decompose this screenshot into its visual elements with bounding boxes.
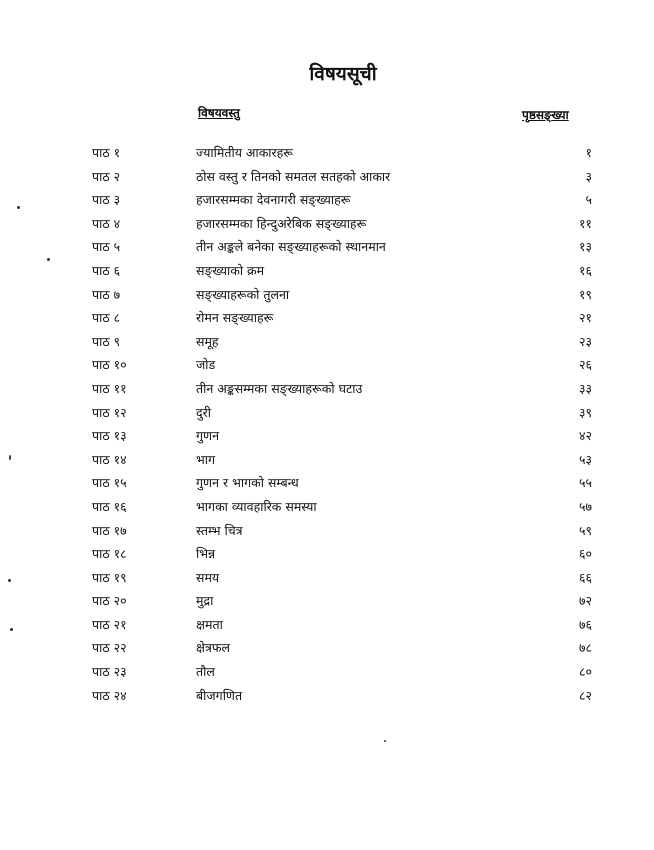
toc-row — [0, 498, 654, 522]
lesson-number: पाठ ८ — [92, 310, 121, 326]
lesson-number: पाठ १५ — [92, 475, 127, 491]
page-number: ११ — [578, 215, 592, 231]
lesson-topic: बीजगणित — [196, 687, 243, 703]
page-number: ४२ — [578, 428, 592, 444]
page-number: ६६ — [578, 569, 592, 585]
page-number: ५५ — [578, 475, 592, 491]
page-number: ६० — [578, 546, 592, 562]
page-number: ३ — [585, 168, 592, 184]
scan-speck — [17, 206, 20, 209]
toc-row — [0, 238, 654, 262]
lesson-topic: तौल — [196, 664, 215, 680]
lesson-number: पाठ ३ — [92, 192, 121, 208]
toc-row — [0, 592, 654, 616]
toc-row — [0, 639, 654, 663]
lesson-topic: गुणन — [196, 428, 220, 444]
lesson-number: पाठ १६ — [92, 498, 127, 514]
page-number: ८२ — [578, 687, 592, 703]
lesson-topic: समय — [196, 569, 220, 585]
lesson-number: पाठ ९ — [92, 333, 121, 349]
lesson-topic: हजारसम्मका हिन्दुअरेबिक सङ्ख्याहरू — [196, 215, 367, 231]
lesson-number: पाठ १ — [92, 145, 121, 160]
lesson-number: पाठ १८ — [92, 546, 127, 562]
page-number: १६ — [578, 262, 592, 278]
lesson-topic: क्षेत्रफल — [196, 640, 230, 656]
page-number: २१ — [578, 310, 592, 326]
lesson-number: पाठ १७ — [92, 522, 127, 538]
page-number: ३९ — [578, 404, 592, 420]
lesson-topic: भागका व्यावहारिक समस्या — [196, 498, 317, 514]
page-number: ५३ — [578, 451, 592, 467]
scan-speck — [384, 740, 386, 742]
toc-row — [0, 286, 654, 310]
lesson-topic: तीन अङ्कले बनेका सङ्ख्याहरूको स्थानमान — [196, 239, 386, 255]
lesson-topic: भाग — [196, 451, 216, 467]
lesson-number: पाठ २२ — [92, 640, 127, 656]
lesson-topic: हजारसम्मका देवनागरी सङ्ख्याहरू — [196, 192, 351, 208]
page-number: २३ — [578, 333, 592, 349]
toc-row — [0, 262, 654, 286]
lesson-topic: ठोस वस्तु र तिनको समतल सतहको आकार — [196, 168, 391, 184]
toc-row — [0, 474, 654, 498]
toc-row — [0, 451, 654, 475]
lesson-topic: ज्यामितीय आकारहरू — [196, 145, 294, 160]
toc-row — [0, 333, 654, 357]
lesson-number: पाठ ५ — [92, 239, 121, 255]
lesson-number: पाठ ७ — [92, 286, 121, 302]
scan-speck — [8, 579, 11, 582]
toc-row — [0, 687, 654, 711]
page-number: १९ — [578, 286, 592, 302]
toc-row — [0, 663, 654, 687]
page-number: ५९ — [578, 522, 592, 538]
lesson-topic: सङ्ख्याहरूको तुलना — [196, 286, 290, 302]
page-number: ५ — [585, 192, 592, 208]
scan-speck — [47, 258, 50, 261]
toc-row — [0, 404, 654, 428]
lesson-topic: मुद्रा — [196, 593, 214, 609]
toc-row — [0, 569, 654, 593]
page-number: ७६ — [578, 616, 592, 632]
toc-row — [0, 215, 654, 239]
lesson-topic: समूह — [196, 333, 219, 349]
lesson-number: पाठ २० — [92, 593, 127, 609]
page-number: ५७ — [578, 498, 592, 514]
lesson-topic: स्तम्भ चित्र — [196, 522, 243, 538]
lesson-number: पाठ १२ — [92, 404, 127, 420]
lesson-number: पाठ २४ — [92, 687, 127, 703]
toc-row — [0, 309, 654, 333]
lesson-number: पाठ ४ — [92, 215, 121, 231]
page-number: १३ — [578, 239, 592, 255]
lesson-topic: तीन अङ्कसम्मका सङ्ख्याहरूको घटाउ — [196, 380, 363, 396]
toc-row — [0, 356, 654, 380]
page-number: २६ — [578, 357, 592, 373]
scan-speck — [9, 455, 11, 460]
toc-row — [0, 168, 654, 192]
lesson-number: पाठ २३ — [92, 664, 127, 680]
lesson-topic: रोमन सङ्ख्याहरू — [196, 310, 274, 326]
toc-row — [0, 380, 654, 404]
lesson-number: पाठ २१ — [92, 616, 127, 632]
lesson-number: पाठ १९ — [92, 569, 127, 585]
toc-row — [0, 427, 654, 451]
lesson-topic: क्षमता — [196, 616, 223, 632]
lesson-topic: गुणन र भागको सम्बन्ध — [196, 475, 299, 491]
page-number: ८० — [578, 664, 592, 680]
lesson-topic: भिन्न — [196, 546, 216, 562]
lesson-topic: जोड — [196, 357, 216, 373]
lesson-number: पाठ २ — [92, 168, 121, 184]
page-number: ७२ — [578, 593, 592, 609]
column-header-page: पृष्ठसङ्ख्या — [522, 108, 569, 122]
lesson-number: पाठ ११ — [92, 380, 127, 396]
lesson-topic: सङ्ख्याको क्रम — [196, 262, 265, 278]
page-title: विषयसूची — [309, 63, 377, 85]
toc-row — [0, 522, 654, 546]
toc-row — [0, 191, 654, 215]
table-of-contents — [0, 144, 654, 710]
page-number: ३३ — [578, 380, 592, 396]
page-number: १ — [585, 145, 592, 160]
toc-row — [0, 616, 654, 640]
toc-row — [0, 144, 654, 168]
lesson-number: पाठ १० — [92, 357, 127, 373]
column-header-content: विषयवस्तु — [198, 106, 240, 120]
toc-row — [0, 545, 654, 569]
page-number: ७८ — [578, 640, 592, 656]
lesson-number: पाठ १४ — [92, 451, 127, 467]
scan-speck — [10, 628, 13, 631]
lesson-topic: दुरी — [196, 404, 211, 420]
lesson-number: पाठ १३ — [92, 428, 127, 444]
lesson-number: पाठ ६ — [92, 262, 121, 278]
